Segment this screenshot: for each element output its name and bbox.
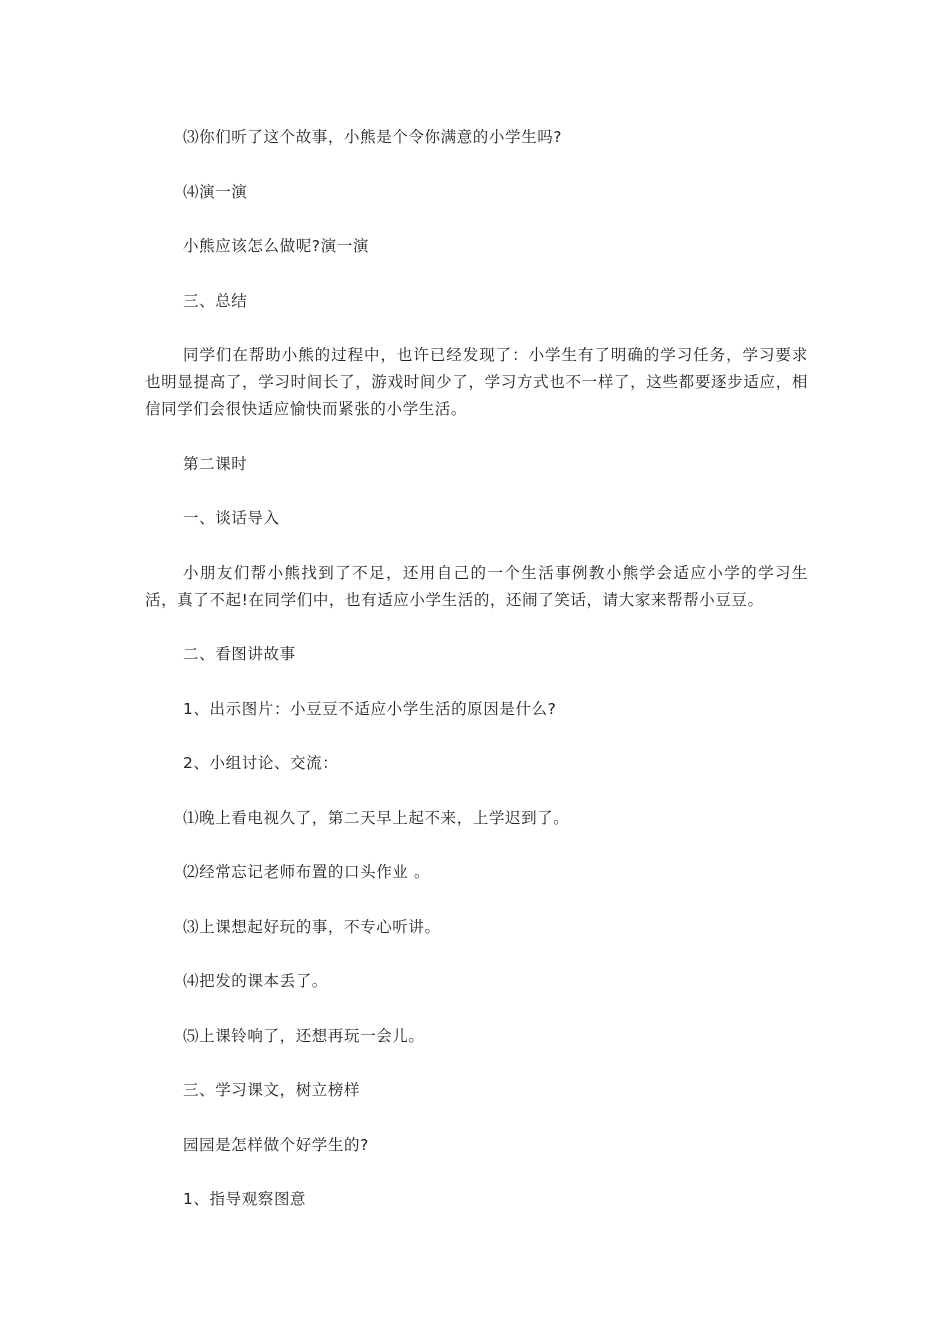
section-heading: 二、看图讲故事 — [183, 645, 296, 663]
document-page — [145, 124, 808, 1241]
section-heading: 三、总结 — [183, 291, 248, 310]
list-item: ⑵经常忘记老师布置的口头作业 。 — [183, 863, 431, 881]
paragraph: 同学们在帮助小熊的过程中，也许已经发现了：小学生有了明确的学习任务，学习要求也明显提高了，学习时间长了，游戏时间少了，学习方式也不一样了，这些都要逐步适应，相信同学们会很快适应愉快而紧张的小学生活。 — [145, 346, 808, 418]
list-item: ⑷把发的课本丢了。 — [183, 972, 328, 990]
section-heading: 三、学习课文，树立榜样 — [183, 1081, 361, 1099]
heading: ⑷演一演 — [183, 182, 248, 201]
paragraph: 小熊应该怎么做呢?演一演 — [183, 237, 369, 255]
list-item: ⑴晚上看电视久了，第二天早上起不来，上学迟到了。 — [183, 808, 570, 827]
paragraph: ⑶你们听了这个故事，小熊是个令你满意的小学生吗? — [183, 128, 563, 146]
list-item: 1、指导观察图意 — [183, 1190, 307, 1208]
section-heading: 一、谈话导入 — [183, 509, 280, 527]
list-item: 1、出示图片：小豆豆不适应小学生活的原因是什么? — [183, 699, 557, 718]
paragraph: 园园是怎样做个好学生的? — [183, 1135, 369, 1154]
list-item: 2、小组讨论、交流： — [183, 754, 339, 772]
paragraph: 小朋友们帮小熊找到了不足，还用自己的一个生活事例教小熊学会适应小学的学习生活，真了不起!在同学们中，也有适应小学生活的，还闹了笑话，请大家来帮帮小豆豆。 — [145, 563, 808, 609]
list-item: ⑶上课想起好玩的事，不专心听讲。 — [183, 917, 441, 936]
list-item: ⑸上课铃响了，还想再玩一会儿。 — [183, 1026, 425, 1045]
lesson-heading: 第二课时 — [183, 454, 248, 473]
